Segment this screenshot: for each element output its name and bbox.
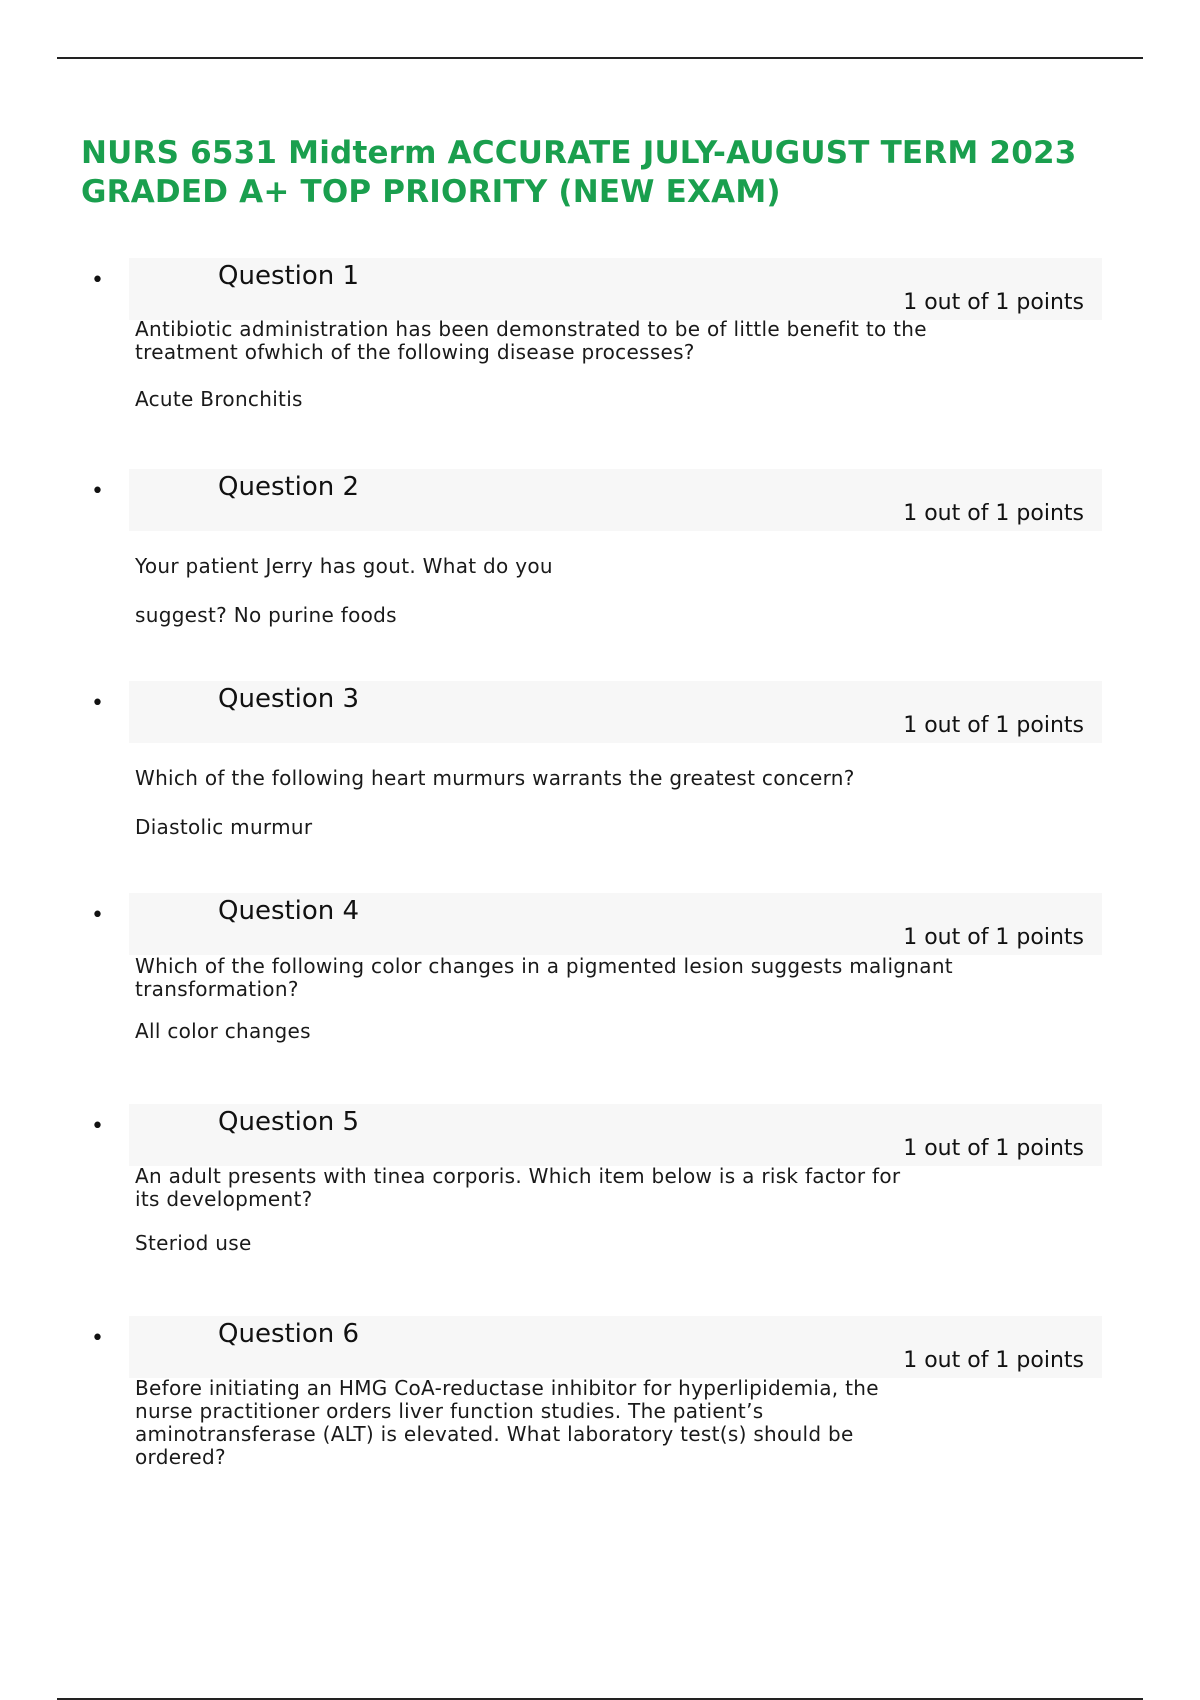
question-answer: Acute Bronchitis: [135, 387, 303, 411]
question-answer: suggest? No purine foods: [135, 603, 397, 627]
top-rule: [57, 57, 1143, 59]
bullet: •: [91, 903, 104, 928]
question-title: Question 6: [218, 1319, 360, 1349]
question-answer: All color changes: [135, 1019, 311, 1043]
question-text: [135, 555, 1035, 578]
question-text: [135, 1377, 1035, 1469]
question-title: Question 1: [218, 261, 360, 291]
bullet: •: [91, 691, 104, 716]
question-text-line: Which of the following color changes in a pigmented lesion suggests malignant: [135, 954, 953, 978]
question-header: [129, 681, 1102, 743]
document-title-line-2: GRADED A+ TOP PRIORITY (NEW EXAM): [81, 174, 781, 210]
question-text-line: aminotransferase (ALT) is elevated. What laboratory test(s) should be: [135, 1422, 854, 1446]
question-text-line: its development?: [135, 1187, 313, 1211]
question-text: [135, 1165, 1035, 1211]
question-text: [135, 318, 1035, 364]
question-text-line: transformation?: [135, 977, 299, 1001]
question-text-line: Before initiating an HMG CoA-reductase inhibitor for hyperlipidemia, the: [135, 1376, 879, 1400]
question-text-line: Antibiotic administration has been demonstrated to be of little benefit to the: [135, 317, 927, 341]
bullet: •: [91, 268, 104, 293]
question-text-line: ordered?: [135, 1445, 226, 1469]
document-title-line-1: NURS 6531 Midterm ACCURATE JULY-AUGUST TERM 2023: [81, 135, 1077, 171]
question-points: 1 out of 1 points: [903, 501, 1084, 526]
bullet: •: [91, 1114, 104, 1139]
question-header: [129, 469, 1102, 531]
question-text-line: Which of the following heart murmurs warrants the greatest concern?: [135, 766, 855, 790]
question-header: [129, 1104, 1102, 1166]
question-header: [129, 258, 1102, 320]
document-title: [81, 134, 1161, 212]
question-answer: Diastolic murmur: [135, 815, 313, 839]
question-text-line: Your patient Jerry has gout. What do you: [135, 554, 553, 578]
question-points: 1 out of 1 points: [903, 713, 1084, 738]
bullet: •: [91, 1326, 104, 1351]
question-title: Question 3: [218, 684, 360, 714]
question-text-line: An adult presents with tinea corporis. Which item below is a risk factor for: [135, 1164, 901, 1188]
question-title: Question 4: [218, 896, 360, 926]
question-header: [129, 1316, 1102, 1378]
question-text: [135, 955, 1035, 1001]
question-points: 1 out of 1 points: [903, 1348, 1084, 1373]
question-points: 1 out of 1 points: [903, 1136, 1084, 1161]
question-text: [135, 767, 1035, 790]
question-answer: Steriod use: [135, 1231, 252, 1255]
question-title: Question 5: [218, 1107, 360, 1137]
question-text-line: treatment ofwhich of the following disease processes?: [135, 340, 695, 364]
question-title: Question 2: [218, 472, 360, 502]
question-points: 1 out of 1 points: [903, 925, 1084, 950]
question-header: [129, 893, 1102, 955]
question-text-line: nurse practitioner orders liver function studies. The patient’s: [135, 1399, 764, 1423]
bullet: •: [91, 479, 104, 504]
question-points: 1 out of 1 points: [903, 290, 1084, 315]
